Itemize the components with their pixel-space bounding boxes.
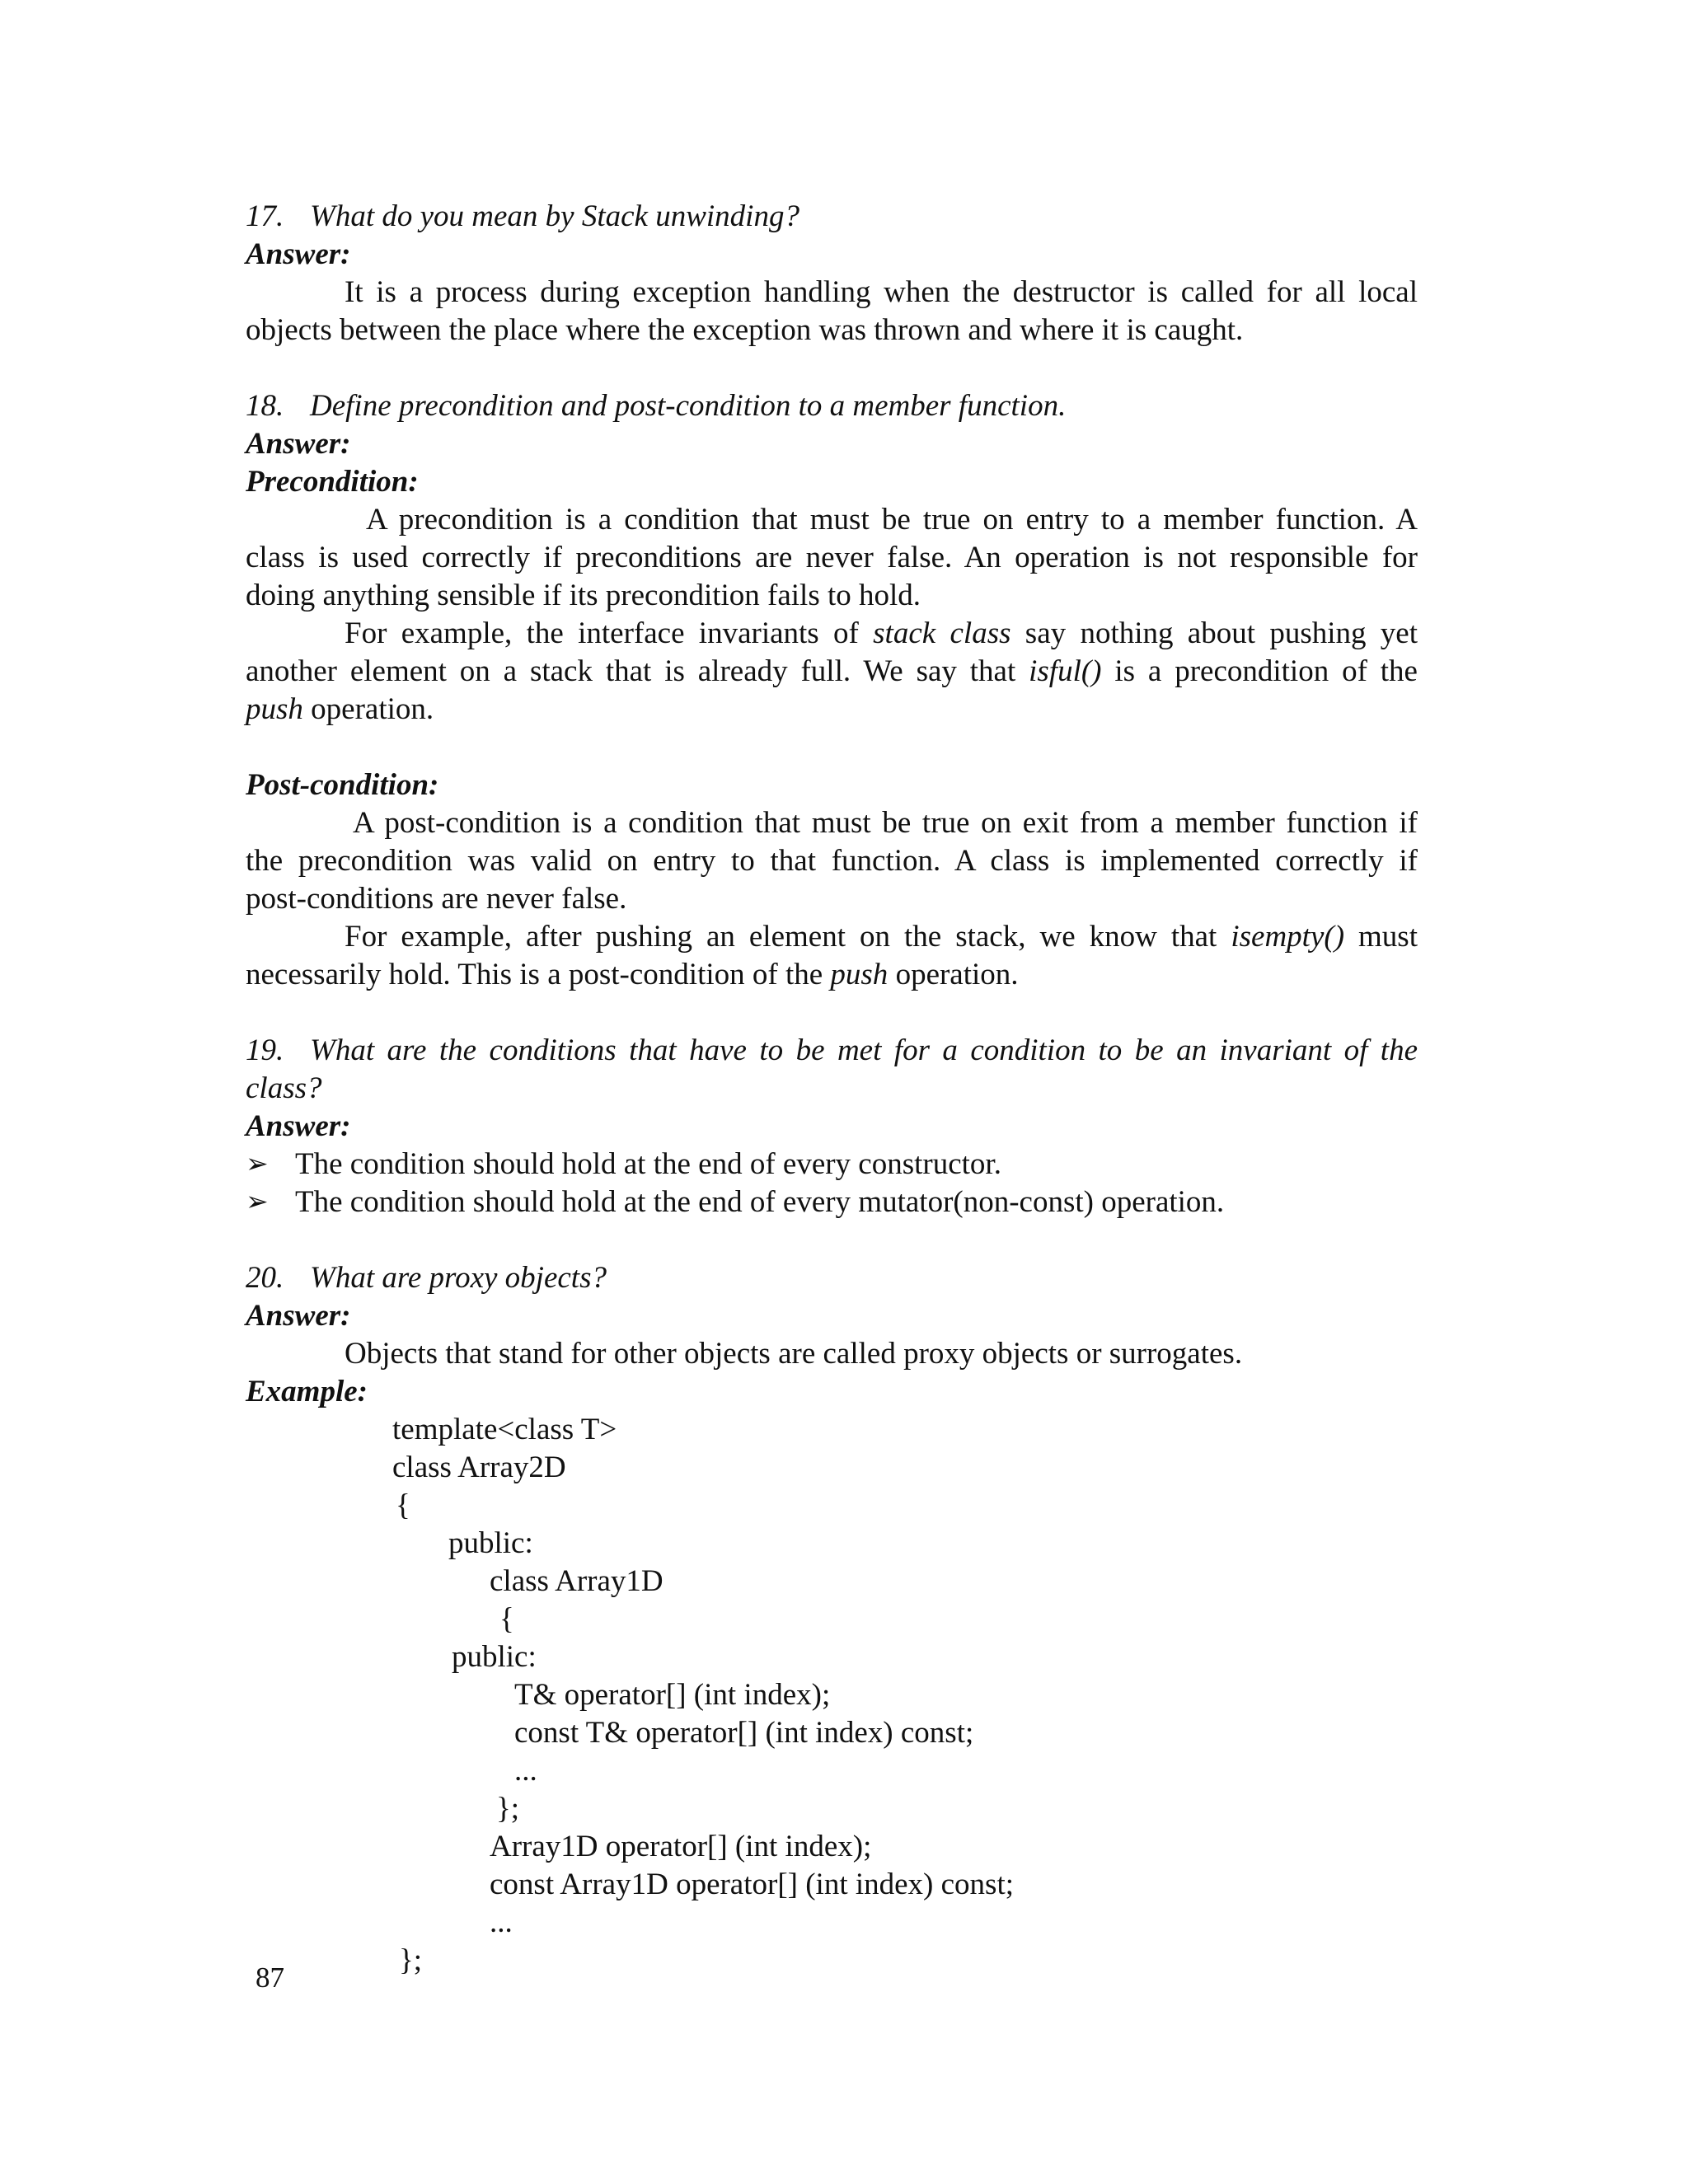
precondition-example-line-3 [246, 691, 1418, 729]
page-number: 87 [256, 1961, 284, 1994]
q19-bullet-2: The condition should hold at the end of every mutator(non-const) operation. [295, 1185, 1225, 1219]
arrow-bullet-icon: ➢ [246, 1188, 269, 1217]
q17-question [246, 198, 1418, 236]
q17-answer-line-1: It is a process during exception handling when the destructor is called for all local [345, 275, 1418, 309]
stack-class-term: stack class [873, 616, 1011, 650]
q19-answer-label: Answer: [246, 1109, 351, 1143]
q20-question [246, 1259, 1418, 1297]
code-line: T& operator[] (int index); [514, 1678, 831, 1712]
q17-answer-label: Answer: [246, 237, 351, 271]
text-run: For example, after pushing an element on the stack, we know that [345, 920, 1231, 954]
q18-question-text: Define precondition and post-condition to a member function. [310, 389, 1067, 423]
example-label: Example: [246, 1375, 368, 1408]
isful-term: isful() [1029, 654, 1102, 688]
code-line: { [499, 1602, 514, 1636]
precondition-line-2: class is used correctly if preconditions are never false. An operation is not responsible for [246, 541, 1418, 574]
precondition-line-1: A precondition is a condition that must be true on entry to a member function. A [366, 503, 1418, 537]
postcondition-line-2: the precondition was valid on entry to that function. A class is implemented correctly if [246, 844, 1418, 878]
postcondition-heading: Post-condition: [246, 768, 439, 802]
precondition-heading: Precondition: [246, 465, 419, 499]
push-term: push [830, 958, 889, 991]
text-run: say nothing about pushing yet [1010, 616, 1418, 650]
code-line: class Array1D [490, 1564, 663, 1598]
q17-number: 17. [246, 199, 284, 233]
code-line: class Array2D [392, 1451, 566, 1484]
code-line: public: [448, 1526, 533, 1560]
arrow-bullet-icon: ➢ [246, 1150, 269, 1179]
code-line: template<class T> [392, 1413, 617, 1446]
code-line: const T& operator[] (int index) const; [514, 1716, 974, 1750]
code-line: const Array1D operator[] (int index) const; [490, 1868, 1015, 1901]
precondition-line-3: doing anything sensible if its precondition fails to hold. [246, 579, 921, 612]
q19-question-line-1 [246, 1032, 1418, 1070]
q19-question-text: What are the conditions that have to be met for a condition to be an invariant of the [310, 1033, 1418, 1067]
code-line: ... [490, 1905, 513, 1939]
q18-answer-label: Answer: [246, 427, 351, 461]
text-run: must [1344, 920, 1418, 954]
code-line: }; [496, 1792, 520, 1825]
text-run: operation. [302, 692, 434, 726]
postcondition-line-1: A post-condition is a condition that must be true on exit from a member function if [353, 806, 1418, 840]
code-line: Array1D operator[] (int index); [490, 1830, 872, 1863]
precondition-example-line-1 [345, 615, 1418, 653]
precondition-example-line-2 [246, 653, 1418, 691]
text-run: For example, the interface invariants of [345, 616, 874, 650]
isempty-term: isempty() [1231, 920, 1345, 954]
push-term: push [246, 692, 303, 726]
q17-question-text: What do you mean by Stack unwinding? [310, 199, 799, 233]
q19-bullet-1: The condition should hold at the end of every constructor. [295, 1147, 1001, 1181]
text-run: another element on a stack that is already full. We say that [246, 654, 1029, 688]
code-line: }; [399, 1943, 423, 1977]
q20-number: 20. [246, 1261, 284, 1295]
postcondition-example-line-1 [345, 918, 1418, 956]
text-run: necessarily hold. This is a post-condition of the [246, 958, 831, 991]
q19-number: 19. [246, 1033, 284, 1067]
q17-answer-line-2: objects between the place where the exception was thrown and where it is caught. [246, 313, 1244, 347]
code-line: public: [452, 1640, 537, 1674]
q19-question-line-2: class? [246, 1071, 322, 1105]
q20-answer-label: Answer: [246, 1299, 351, 1333]
code-line: { [396, 1488, 410, 1522]
q20-question-text: What are proxy objects? [310, 1261, 607, 1295]
q20-answer-text: Objects that stand for other objects are called proxy objects or surrogates. [345, 1337, 1243, 1371]
q18-number: 18. [246, 389, 284, 423]
text-run: operation. [888, 958, 1019, 991]
text-run: is a precondition of the [1101, 654, 1418, 688]
code-line: ... [514, 1754, 537, 1788]
q18-question [246, 387, 1418, 425]
postcondition-line-3: post-conditions are never false. [246, 882, 627, 916]
postcondition-example-line-2 [246, 956, 1418, 994]
